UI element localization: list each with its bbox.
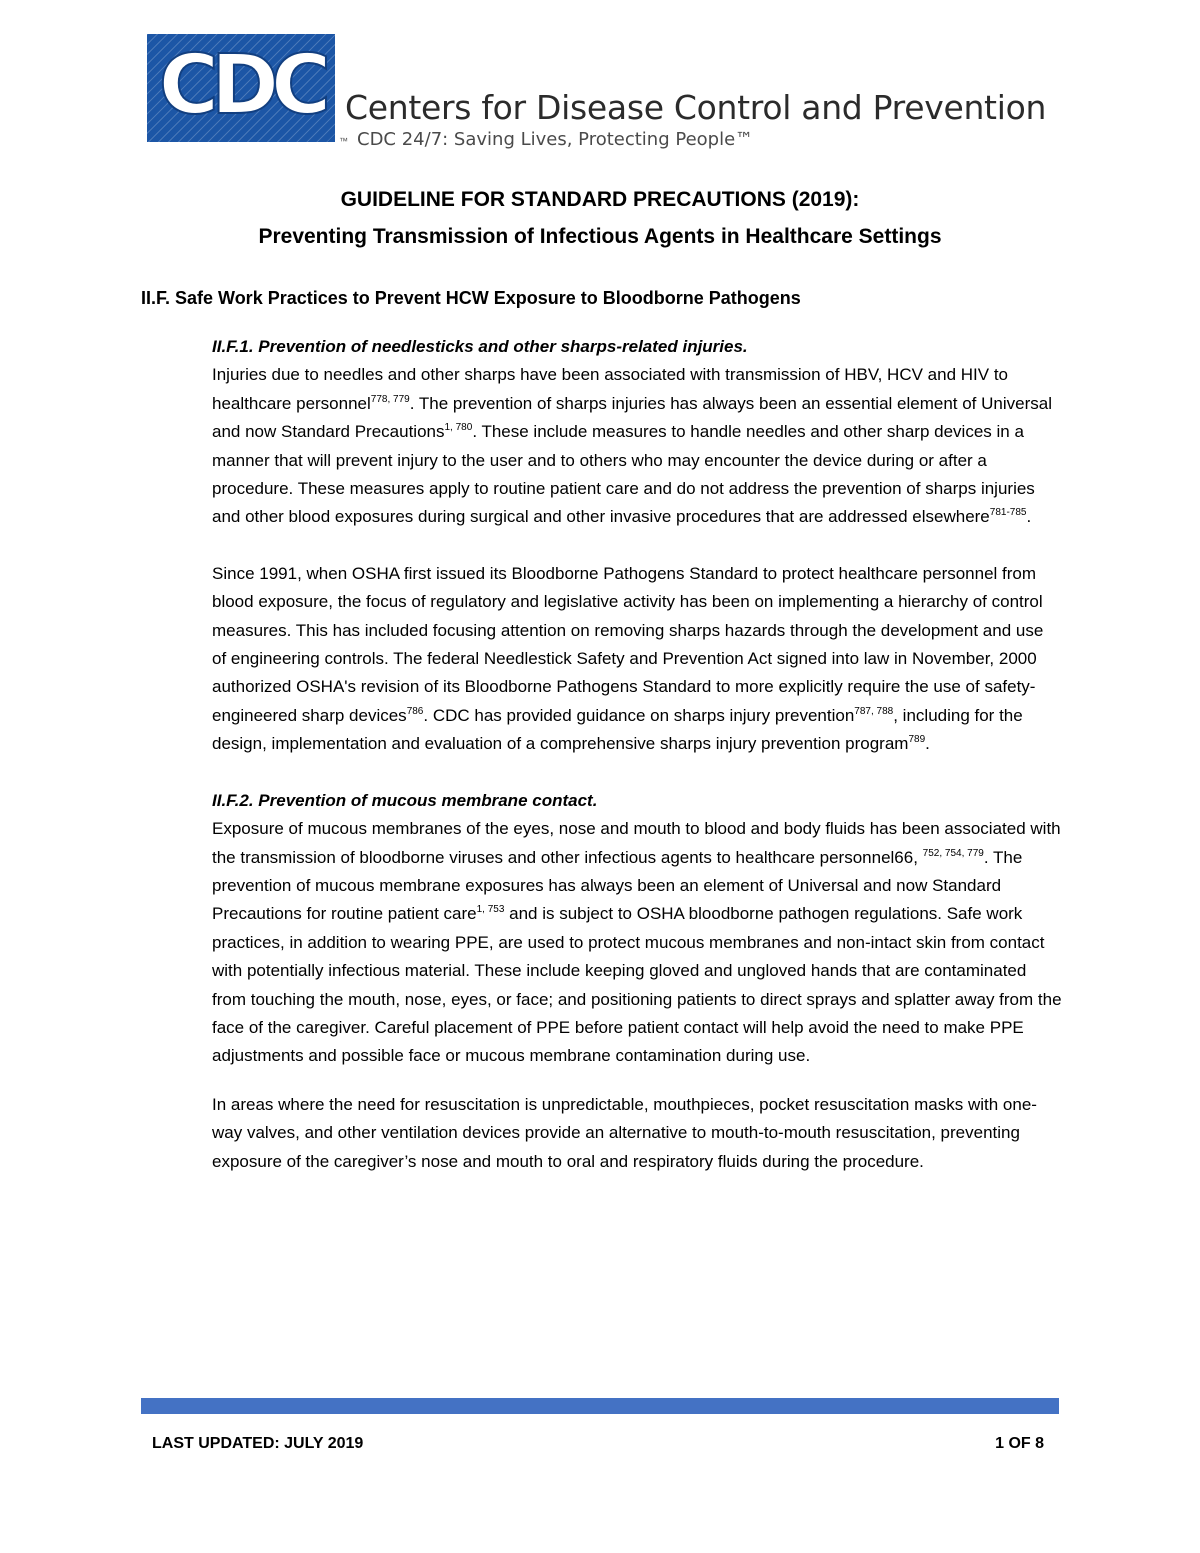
cdc-logo-text: CDC: [158, 38, 324, 133]
organization-name: Centers for Disease Control and Prevention: [345, 88, 1047, 127]
paragraph-gap: [212, 532, 1062, 560]
text-run: . CDC has provided guidance on sharps injury prevention: [423, 705, 855, 725]
text-run: Since 1991, when OSHA first issued its Bloodborne Pathogens Standard to protect healthcare personnel from blood exposure, the focus of regulatory and legislative activity has been on implementing a hierarchy of control measures. This has included focusing attention on removing sharps hazards through the development and use of engineering controls. The federal Needlestick Safety and Prevention Act signed into law in November, 2000 authorized OSHA's revision of its Bloodborne Pathogens Standard to more explicitly require the use of safety-engineered sharp devices: [212, 563, 1044, 725]
trademark-mark: ™: [339, 136, 348, 146]
reference-superscript: 752, 754, 779: [922, 847, 984, 859]
footer-divider-bar: [141, 1398, 1059, 1414]
text-run: .: [925, 734, 930, 754]
tagline: CDC 24/7: Saving Lives, Protecting People™: [357, 129, 754, 150]
text-run: . The prevention of mucous membrane exposures has always been an element of Universal and now Standard Precautions for routine patient care: [212, 847, 1023, 924]
text-run: Injuries due to needles and other sharps have been associated with transmission of HBV, HCV and HIV to healthcare personnel: [212, 365, 1008, 413]
page-number: 1 OF 8: [995, 1435, 1044, 1452]
title-line-2: Preventing Transmission of Infectious Agents in Healthcare Settings: [258, 225, 942, 248]
reference-superscript: 786: [406, 705, 424, 717]
cdc-logo: [147, 34, 335, 142]
text-run: , including for the design, implementation and evaluation of a comprehensive sharps injury prevention program: [212, 705, 1023, 754]
reference-superscript: 789: [908, 734, 926, 746]
reference-superscript: 781-785: [989, 507, 1027, 519]
text-run: .: [1026, 507, 1032, 527]
paragraph-osha-history: [212, 560, 1062, 759]
reference-superscript: 778, 779: [370, 393, 410, 405]
document-title: [0, 184, 1200, 253]
section-heading: II.F. Safe Work Practices to Prevent HCW Exposure to Bloodborne Pathogens: [141, 288, 801, 308]
last-updated: LAST UPDATED: JULY 2019: [152, 1435, 364, 1452]
reference-superscript: 1, 753: [476, 904, 505, 916]
text-run: . The prevention of sharps injuries has always been an essential element of Universal and now Standard Precautions: [212, 393, 1052, 442]
reference-superscript: 1, 780: [444, 422, 473, 434]
text-run: . These include measures to handle needles and other sharp devices in a manner that will prevent injury to the user and to others who may encounter the device during or after a procedure. These measures apply to routine patient care and do not address the prevention of sharps injuries and other blood exposures during surgical and other invasive procedures that are addressed elsewhere: [212, 422, 1035, 527]
reference-superscript: 787, 788: [854, 705, 894, 717]
subsection-heading-1: II.F.1. Prevention of needlesticks and other sharps-related injuries.: [212, 337, 748, 356]
text-run: Exposure of mucous membranes of the eyes, nose and mouth to blood and body fluids has been associated with the transmission of bloodborne viruses and other infectious agents to healthcare personnel66,: [212, 819, 1061, 867]
document-body: [212, 333, 1062, 1176]
subsection-heading-2: II.F.2. Prevention of mucous membrane contact.: [212, 790, 598, 810]
text-run: and is subject to OSHA bloodborne pathogen regulations. Safe work practices, in addition to wearing PPE, are used to protect mucous membranes and non-intact skin from contact with potentially infectious material. These include keeping gloved and ungloved hands that are contaminated from touching the mouth, nose, eyes, or face; and positioning patients to direct sprays and splatter away from the face of the caregiver. Careful placement of PPE before patient contact will help avoid the need to make PPE adjustments and possible face or mucous membrane contamination during use.: [212, 904, 1062, 1066]
paragraph-resuscitation: In areas where the need for resuscitation is unpredictable, mouthpieces, pocket resuscitation masks with one-way valves, and other ventilation devices provide an alternative to mouth-to-mouth resuscitation, preventing exposure of the caregiver’s nose and mouth to oral and respiratory fluids during the procedure.: [212, 1094, 1037, 1171]
title-line-1: GUIDELINE FOR STANDARD PRECAUTIONS (2019):: [340, 188, 860, 211]
cdc-header: [147, 34, 1047, 154]
paragraph-gap: [212, 1071, 1062, 1091]
paragraph-mucous-membrane: [212, 815, 1062, 1071]
paragraph-gap: [212, 759, 1062, 787]
paragraph-sharps-injuries: [212, 361, 1062, 531]
